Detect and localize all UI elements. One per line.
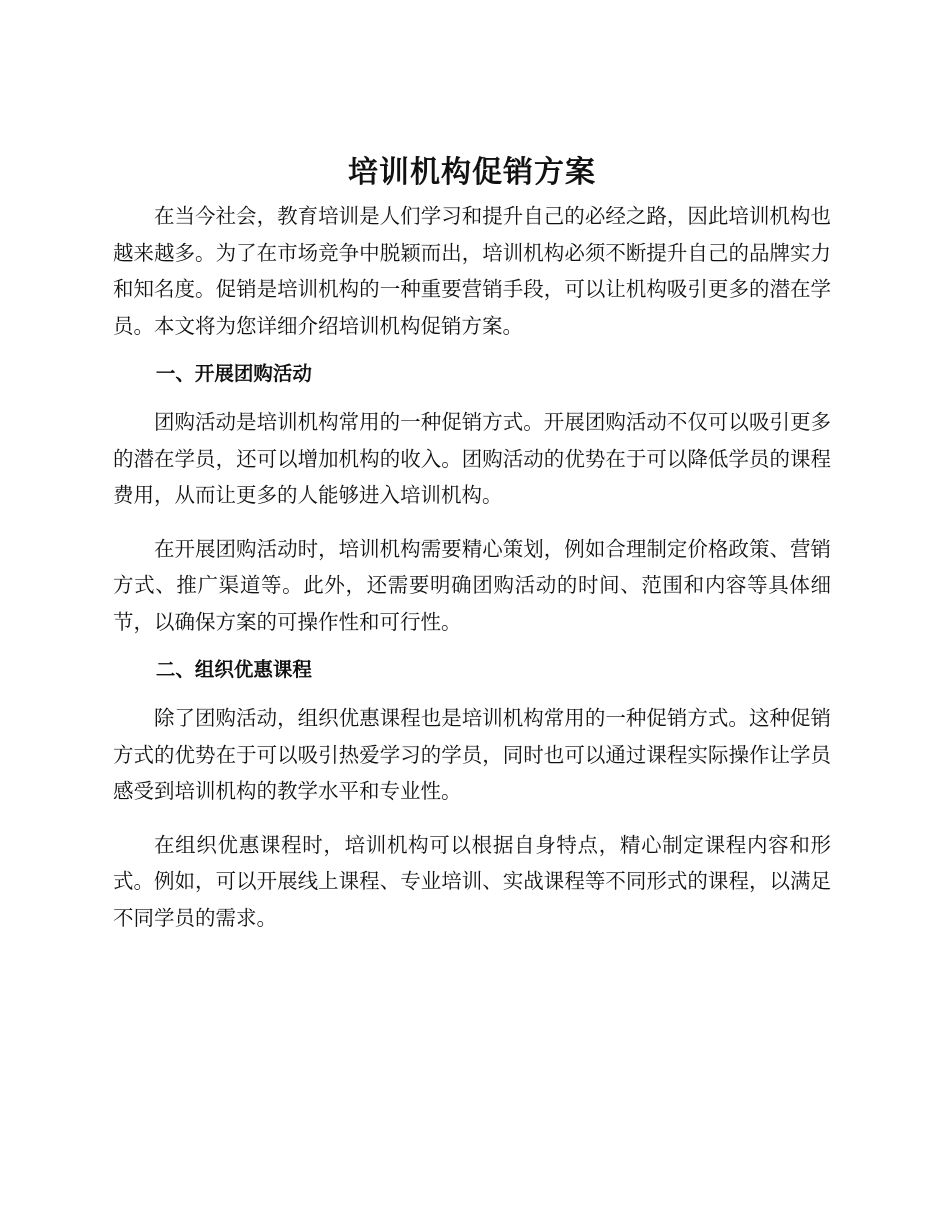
intro-paragraph: 在当今社会，教育培训是人们学习和提升自己的必经之路，因此培训机构也越来越多。为了在市场竞争中脱颖而出，培训机构必须不断提升自己的品牌实力和知名度。促销是培训机构的一种重要营销手段，可以让机构吸引更多的潜在学员。本文将为您详细介绍培训机构促销方案。	[113, 204, 831, 338]
document-body	[113, 150, 831, 936]
document-title: 培训机构促销方案	[348, 155, 596, 190]
spacer	[113, 640, 831, 652]
discount-courses-paragraph-2: 在组织优惠课程时，培训机构可以根据自身特点，精心制定课程内容和形式。例如，可以开展线上课程、专业培训、实战课程等不同形式的课程，以满足不同学员的需求。	[113, 832, 831, 930]
spacer	[113, 344, 831, 356]
group-buying-paragraph-2: 在开展团购活动时，培训机构需要精心策划，例如合理制定价格政策、营销方式、推广渠道等。此外，还需要明确团购活动的时间、范围和内容等具体细节，以确保方案的可操作性和可行性。	[113, 536, 831, 634]
section-heading-group-buying: 一、开展团购活动	[155, 362, 312, 385]
discount-courses-paragraph-1: 除了团购活动，组织优惠课程也是培训机构常用的一种促销方式。这种促销方式的优势在于可以吸引热爱学习的学员，同时也可以通过课程实际操作让学员感受到培训机构的教学水平和专业性。	[113, 706, 831, 803]
section-heading-discount-courses: 二、组织优惠课程	[155, 658, 312, 681]
spacer	[113, 810, 831, 827]
spacer	[113, 514, 831, 531]
spacer	[113, 392, 831, 404]
group-buying-paragraph-1: 团购活动是培训机构常用的一种促销方式。开展团购活动不仅可以吸引更多的潜在学员，还可以增加机构的收入。团购活动的优势在于可以降低学员的课程费用，从而让更多的人能够进入培训机构。	[113, 410, 831, 507]
spacer	[113, 688, 831, 700]
